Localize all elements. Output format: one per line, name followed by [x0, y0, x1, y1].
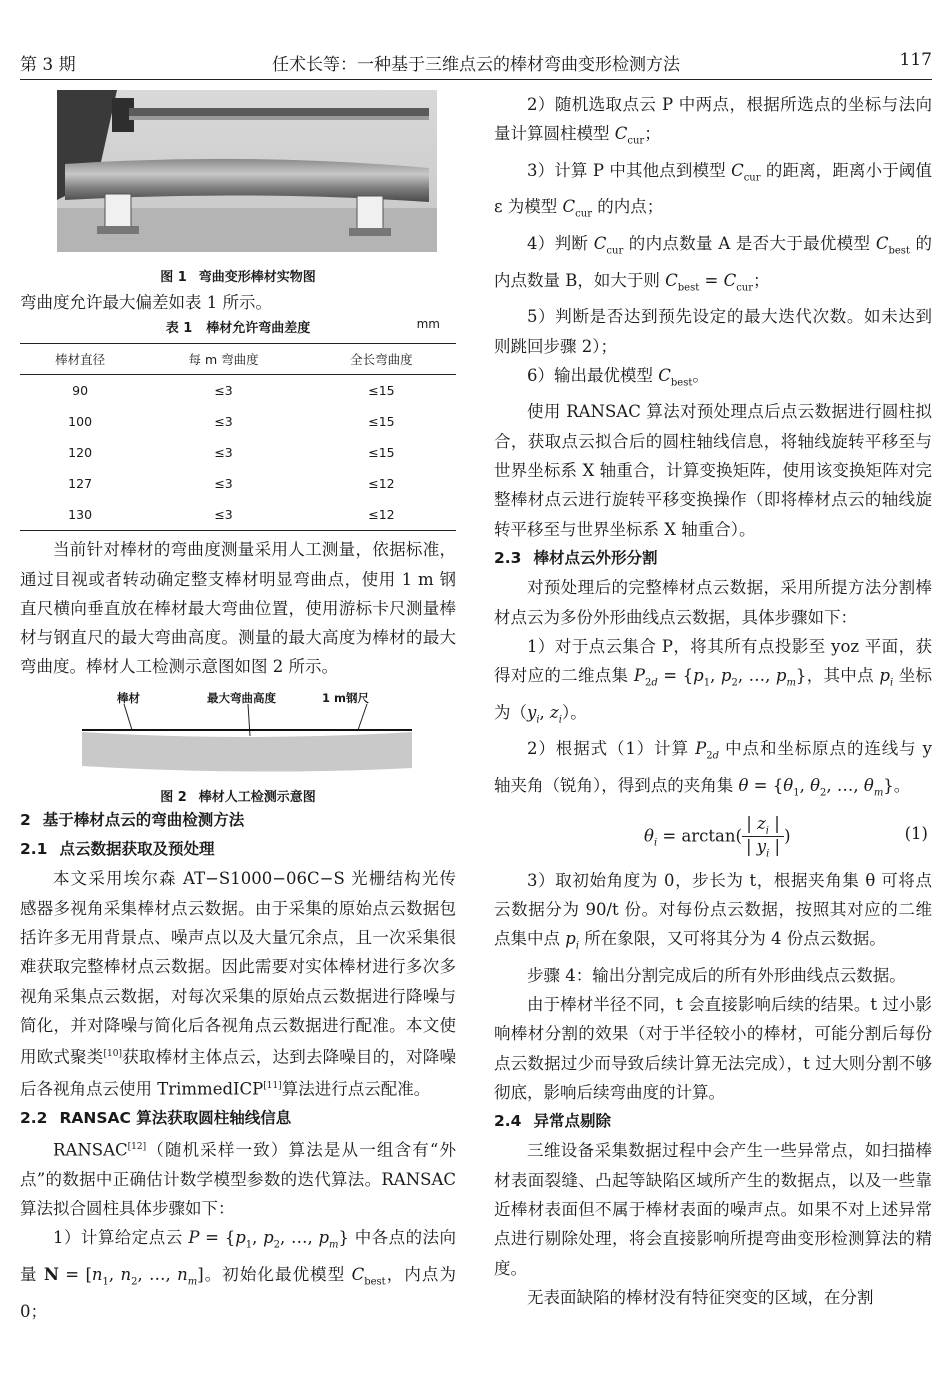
section-2-4-heading: 2.4 异常点剔除	[494, 1112, 611, 1131]
ransac-step-4: 4）判断 $C_{cur}$ 的内点数量 A 是否大于最优模型 $C_{best}$ 的内点数量 B，如大于则 $C_{best} = C_{cur}$；	[494, 234, 932, 293]
issue-number: 第 3 期	[20, 55, 76, 75]
right-column	[494, 90, 932, 1312]
table-cell: ≤3	[214, 414, 233, 430]
paragraph-2-3: 对预处理后的完整棒材点云数据，采用所提方法分割棒材点云为多份外形曲线点云数据，具体步骤如下：	[494, 578, 932, 627]
segment-step-1: 1）对于点云集合 P，将其所有点投影至 yoz 平面，获得对应的二维点集 $P_{2d} = \{p_1$, $p_2$, …, $p_m$}，其中点 $p_i$ 坐标为（$y_i$, $z_i$）。	[494, 636, 933, 726]
label-ruler: 1 m钢尺	[322, 690, 369, 705]
paragraph-last: 无表面缺陷的棒材没有特征突变的区域，在分割	[527, 1287, 874, 1307]
table-1-caption: 表 1 棒材允许弯曲差度 mm	[165, 317, 440, 337]
paragraph-2-4: 三维设备采集数据过程中会产生一些异常点，如扫描棒材表面裂缝、凸起等缺陷区域所产生的数据点，以及一些靠近棒材表面但不属于棒材表面的噪声点。如果不对上述异常点进行剔除处理，将会直接影响所提弯曲变形检测算法的精度。	[494, 1141, 932, 1278]
header-rule	[20, 79, 932, 80]
table-row	[20, 406, 456, 437]
table-cell: ≤15	[368, 383, 395, 399]
section-2-2-heading: 2.2 RANSAC 算法获取圆柱轴线信息	[20, 1108, 292, 1127]
table-cell: ≤15	[368, 445, 395, 461]
running-header	[20, 50, 932, 75]
table-cell: 100	[68, 414, 93, 430]
table-header: 每 m 弯曲度	[140, 344, 307, 375]
table-cell: ≤15	[368, 414, 395, 430]
ransac-step-1: 1）计算给定点云 $P = \{p_1$, $p_2$, …, $p_m$} 中各点的法向量 $N = [n_1$, $n_2$, …, $n_m$]。初始化最优模型 $C_{best}$，内点为 0；	[20, 1228, 456, 1321]
table-cell: ≤3	[214, 476, 233, 492]
table-cell: ≤3	[214, 383, 233, 399]
paragraph-2-2: RANSAC[12]（随机采样一致）算法是从一组含有“外点”的数据中正确估计数学模型参数的迭代算法。RANSAC 算法拟合圆柱具体步骤如下：	[20, 1140, 456, 1219]
table-row	[20, 468, 456, 499]
table-cell: ≤12	[368, 476, 395, 492]
table-cell: ≤3	[140, 499, 307, 531]
segment-step-3: 3）取初始角度为 0，步长为 t，根据夹角集 θ 可将点云数据分为 90/t 份。对每份点云数据，按照其对应的二维点集中点 $p_i$ 所在象限，又可将其分为 4 份点云数据。	[494, 870, 932, 952]
ransac-step-3: 3）计算 P 中其他点到模型 $C_{cur}$ 的距离，距离小于阈值 ε 为模型 $C_{cur}$ 的内点；	[494, 160, 932, 220]
equation-1: $\theta_i = \arctan$( $\frac{| z_i |}{| y_i |}$ ) (1)	[644, 813, 928, 860]
figure-2-caption: 图 2 棒材人工检测示意图	[160, 789, 316, 805]
table-row	[20, 375, 456, 407]
running-title: 任术长等：一种基于三维点云的棒材弯曲变形检测方法	[272, 55, 680, 75]
ransac-step-6: 6）输出最优模型 $C_{best}$。	[527, 365, 709, 389]
segment-step-4: 步骤 4：输出分割完成后的所有外形曲线点云数据。	[527, 965, 906, 985]
paragraph-step-size: 由于棒材半径不同，t 会直接影响后续的结果。t 过小影响棒材分割的效果（对于半径较小的棒材，可能分割后每份点云数据过少而导致后续计算无法完成），t 过大则分割不够彻底，影响后续弯曲度的计算。	[494, 994, 932, 1102]
table-cell: 130	[20, 499, 140, 531]
table-1	[20, 343, 456, 531]
ransac-step-2: 2）随机选取点云 P 中两点，根据所选点的坐标与法向量计算圆柱模型 $C_{cur}$；	[494, 95, 932, 147]
table-header: 全长弯曲度	[307, 344, 456, 375]
section-2-heading: 2 基于棒材点云的弯曲检测方法	[20, 810, 245, 829]
figure-2-diagram	[82, 690, 412, 772]
segment-step-2: 2）根据式（1）计算 $P_{2d}$ 中点和坐标原点的连线与 y 轴夹角（锐角），得到点的夹角集 $\theta = \{\theta_1$, $\theta_2$, …, $\theta_m$}。	[494, 739, 932, 799]
bent-bar-photo-illustration	[57, 90, 437, 252]
paragraph-2-1: 本文采用埃尔森 AT−S1000−06C−S 光栅结构光传感器多视角采集棒材点云数据。由于采集的原始点云数据包括许多无用背景点、噪声点以及大量冗余点，且一次采集很难获取完整棒材点云数据。因此需要对实体棒材进行多次多视角采集点云数据，对每次采集的原始点云数据进行降噪与简化，并对降噪与简化后各视角点云数据进行配准。本文使用欧式聚类[10]获取棒材主体点云，达到去降噪目的，对降噪后各视角点云使用 TrimmedICP[11]算法进行点云配准。	[20, 869, 457, 1099]
table-cell: ≤12	[307, 499, 456, 531]
table-unit: mm	[416, 317, 440, 332]
paragraph-manual-measurement: 当前针对棒材的弯曲度测量采用人工测量，依据标准，通过目视或者转动确定整支棒材明显弯曲点，使用 1 m 钢直尺横向垂直放在棒材最大弯曲位置，使用游标卡尺测量棒材与钢直尺的最大弯曲高度。测量的最大高度为棒材的最大弯曲度。棒材人工检测示意图如图 2 所示。	[20, 540, 456, 677]
table-row	[20, 437, 456, 468]
table-header-row	[20, 344, 456, 375]
left-column	[20, 90, 456, 1326]
table-row	[20, 499, 456, 531]
manual-measure-illustration	[82, 690, 412, 772]
paragraph-before-table: 弯曲度允许最大偏差如表 1 所示。	[20, 293, 272, 312]
page-number: 117	[899, 50, 932, 70]
figure-1-caption: 图 1 弯曲变形棒材实物图	[160, 270, 316, 285]
section-2-3-heading: 2.3 棒材点云外形分割	[494, 548, 658, 567]
section-2-1-heading: 2.1 点云数据获取及预处理	[20, 840, 215, 859]
table-cell: 90	[72, 383, 89, 399]
paragraph-ransac-fit: 使用 RANSAC 算法对预处理点后点云数据进行圆柱拟合，获取点云拟合后的圆柱轴线信息，将轴线旋转平移至与世界坐标系 X 轴重合，计算变换矩阵，使用该变换矩阵对完整棒材点云进行旋转平移变换操作（即将棒材点云的轴线旋转平移至与世界坐标系 X 轴重合）。	[494, 402, 932, 539]
table-cell: ≤3	[214, 445, 233, 461]
ransac-step-5: 5）判断是否达到预先设定的最大迭代次数。如未达到则跳回步骤 2）；	[494, 307, 932, 356]
label-bar: 棒材	[117, 690, 140, 705]
table-header: 棒材直径	[20, 344, 140, 375]
figure-1-photo	[57, 90, 437, 252]
label-max-height: 最大弯曲高度	[207, 690, 276, 705]
table-cell: 120	[68, 445, 93, 461]
equation-number: (1)	[904, 823, 928, 843]
table-cell: 127	[68, 476, 93, 492]
